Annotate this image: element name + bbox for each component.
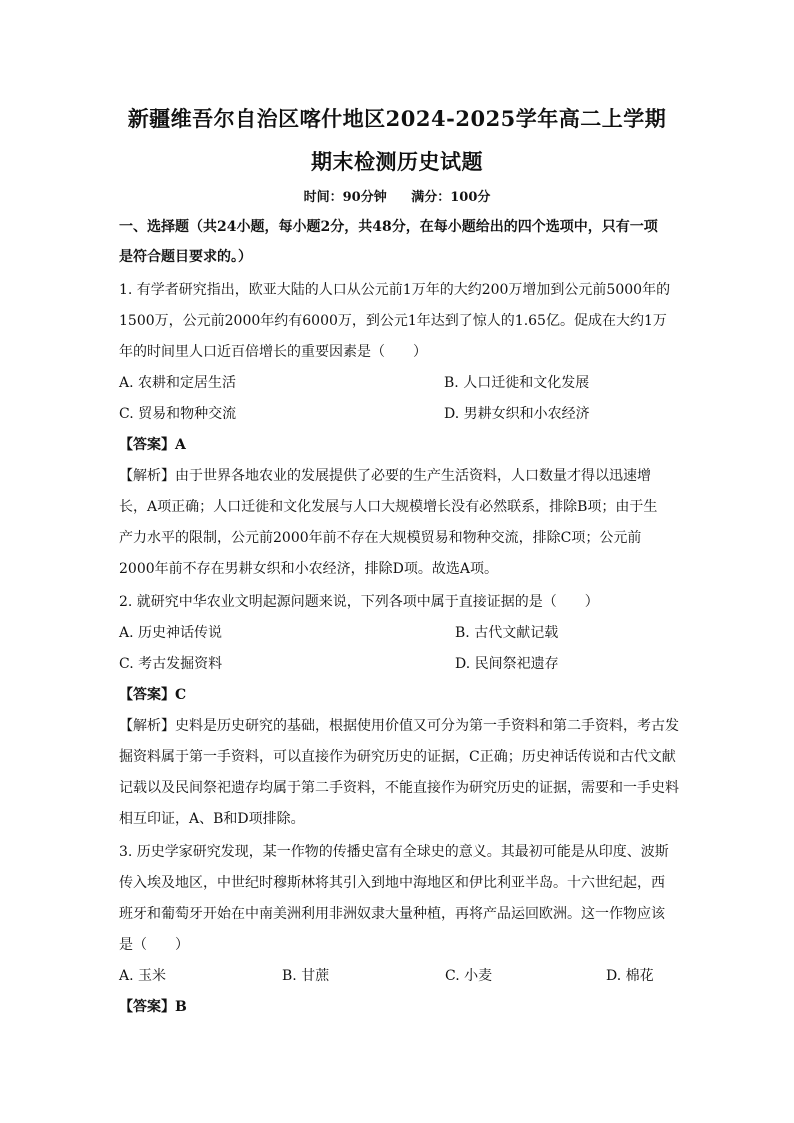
q3-option-c: C. 小麦 [445,968,493,984]
q2-answer: 【答案】C [119,687,187,703]
q3-answer: 【答案】B [119,999,187,1015]
q1-analysis-line-1: 【解析】由于世界各地农业的发展提供了必要的生产生活资料，人口数量才得以迅速增 [119,468,651,484]
title-line-1: 新疆维吾尔自治区喀什地区2024-2025学年高二上学期 [127,106,667,131]
q2-analysis-line-2: 掘资料属于第一手资料，可以直接作为研究历史的证据，C正确；历史神话传说和古代文献 [119,749,676,765]
q1-stem-line-1: 1. 有学者研究指出，欧亚大陆的人口从公元前1万年的大约200万增加到公元前5000年的 [119,282,671,298]
q1-option-b: B. 人口迁徙和文化发展 [444,375,590,391]
q2-analysis-line-1: 【解析】史料是历史研究的基础，根据使用价值又可分为第一手资料和第二手资料，考古发 [119,718,679,734]
exam-time: 时间：90分钟 [303,190,387,205]
q2-option-d: D. 民间祭祀遗存 [455,656,559,672]
q2-analysis-line-4: 相互印证，A、B和D项排除。 [119,811,305,827]
q3-stem-line-1: 3. 历史学家研究发现，某一作物的传播史富有全球史的意义。其最初可能是从印度、波斯 [119,844,669,860]
q3-stem-line-2: 传入埃及地区，中世纪时穆斯林将其引入到地中海地区和伊比利亚半岛。十六世纪起，西 [119,875,665,891]
q1-analysis-line-2: 长，A项正确；人口迁徙和文化发展与人口大规模增长没有必然联系，排除B项；由于生 [119,499,658,515]
q1-option-c: C. 贸易和物种交流 [119,406,237,422]
title-line-2: 期末检测历史试题 [311,149,483,174]
q3-option-d: D. 棉花 [606,968,654,984]
q2-option-a: A. 历史神话传说 [119,625,223,641]
exam-score: 满分：100分 [411,190,491,205]
exam-meta [0,186,794,205]
q1-analysis-line-3: 产力水平的限制，公元前2000年前不存在大规模贸易和物种交流，排除C项；公元前 [119,530,642,546]
section-heading-line-1: 一、选择题（共24小题，每小题2分，共48分，在每小题给出的四个选项中，只有一项 [119,219,658,235]
q3-stem-line-4: 是（ ） [119,937,189,953]
q2-option-b: B. 古代文献记载 [455,625,559,641]
q1-option-a: A. 农耕和定居生活 [119,375,237,391]
q1-option-d: D. 男耕女织和小农经济 [444,406,590,422]
q2-stem-line-1: 2. 就研究中华农业文明起源问题来说，下列各项中属于直接证据的是（ ） [119,594,599,610]
q2-option-c: C. 考古发掘资料 [119,656,223,672]
q3-option-b: B. 甘蔗 [282,968,330,984]
q2-analysis-line-3: 记载以及民间祭祀遗存均属于第二手资料，不能直接作为研究历史的证据，需要和一手史料 [119,780,679,796]
q1-stem-line-3: 年的时间里人口近百倍增长的重要因素是（ ） [119,344,427,360]
section-heading-line-2: 是符合题目要求的。） [119,249,252,265]
q1-analysis-line-4: 2000年前不存在男耕女织和小农经济，排除D项。故选A项。 [119,561,498,577]
q1-answer: 【答案】A [119,437,186,453]
q1-stem-line-2: 1500万，公元前2000年约有6000万，到公元1年达到了惊人的1.65亿。促成在大约1万 [119,313,667,329]
q3-stem-line-3: 班牙和葡萄牙开始在中南美洲利用非洲奴隶大量种植，再将产品运回欧洲。这一作物应该 [119,906,665,922]
q3-option-a: A. 玉米 [119,968,167,984]
